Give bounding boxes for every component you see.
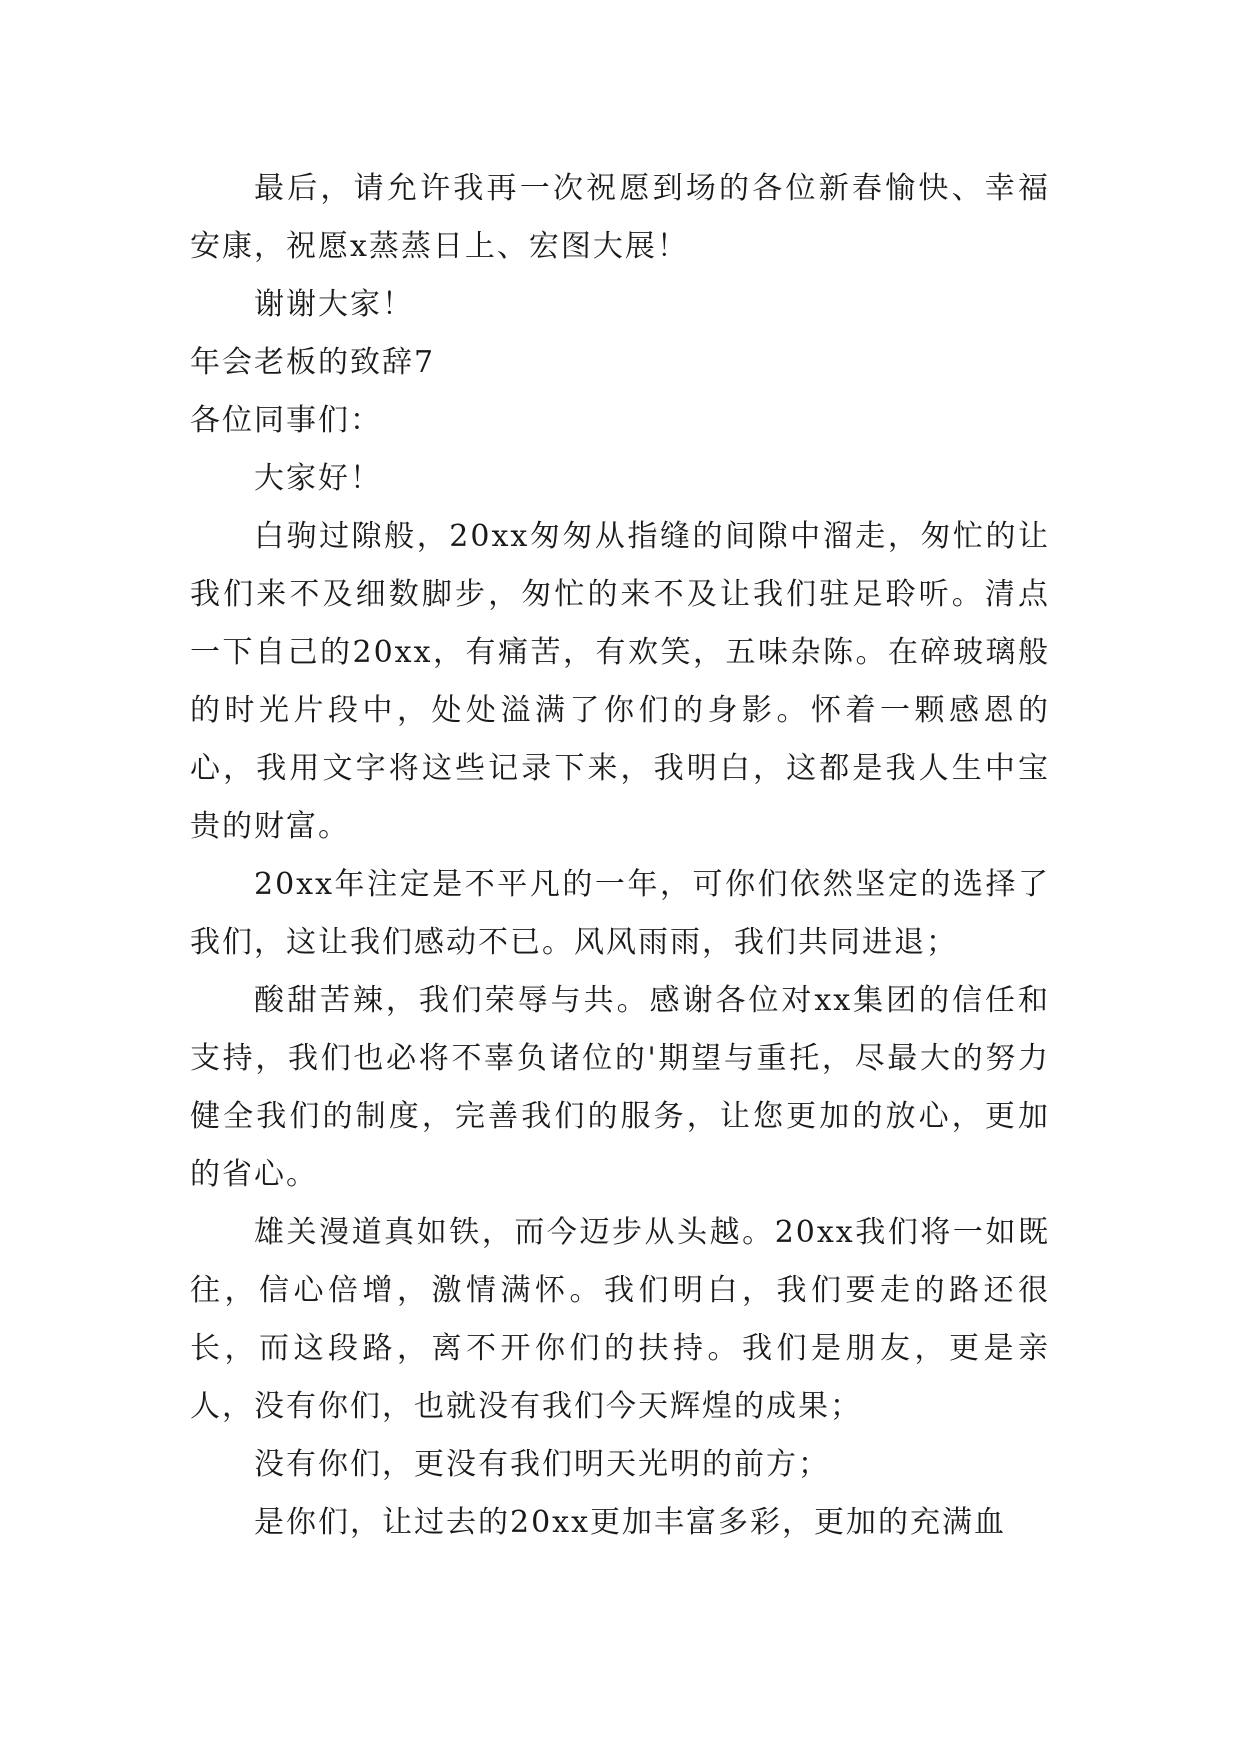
body-paragraph: 白驹过隙般，20xx匆匆从指缝的间隙中溜走，匆忙的让我们来不及细数脚步，匆忙的来不及让我们驻足聆听。清点一下自己的20xx，有痛苦，有欢笑，五味杂陈。在碎玻璃般的时光片段中，处处溢满了你们的身影。怀着一颗感恩的心，我用文字将这些记录下来，我明白，这都是我人生中宝贵的财富。 <box>190 519 1050 844</box>
body-paragraph: 20xx年注定是不平凡的一年，可你们依然坚定的选择了我们，这让我们感动不已。风风雨雨，我们共同进退； <box>190 867 1050 960</box>
body-paragraph: 是你们，让过去的20xx更加丰富多彩，更加的充满血 <box>254 1505 1007 1540</box>
greeting: 大家好！ <box>254 461 382 496</box>
body-paragraph: 酸甜苦辣，我们荣辱与共。感谢各位对xx集团的信任和支持，我们也必将不辜负诸位的'期望与重托，尽最大的努力健全我们的制度，完善我们的服务，让您更加的放心，更加的省心。 <box>190 983 1050 1192</box>
closing-wish-paragraph: 最后，请允许我再一次祝愿到场的各位新春愉快、幸福安康，祝愿x蒸蒸日上、宏图大展！ <box>190 171 1050 264</box>
thanks-paragraph: 谢谢大家！ <box>254 287 414 322</box>
speech-title: 年会老板的致辞7 <box>190 345 436 380</box>
salutation: 各位同事们： <box>190 403 382 438</box>
document-body <box>190 160 1050 1552</box>
body-paragraph: 雄关漫道真如铁，而今迈步从头越。20xx我们将一如既往，信心倍增，激情满怀。我们明白，我们要走的路还很长，而这段路，离不开你们的扶持。我们是朋友，更是亲人，没有你们，也就没有我们今天辉煌的成果； <box>190 1215 1050 1424</box>
body-paragraph: 没有你们，更没有我们明天光明的前方； <box>254 1447 830 1482</box>
